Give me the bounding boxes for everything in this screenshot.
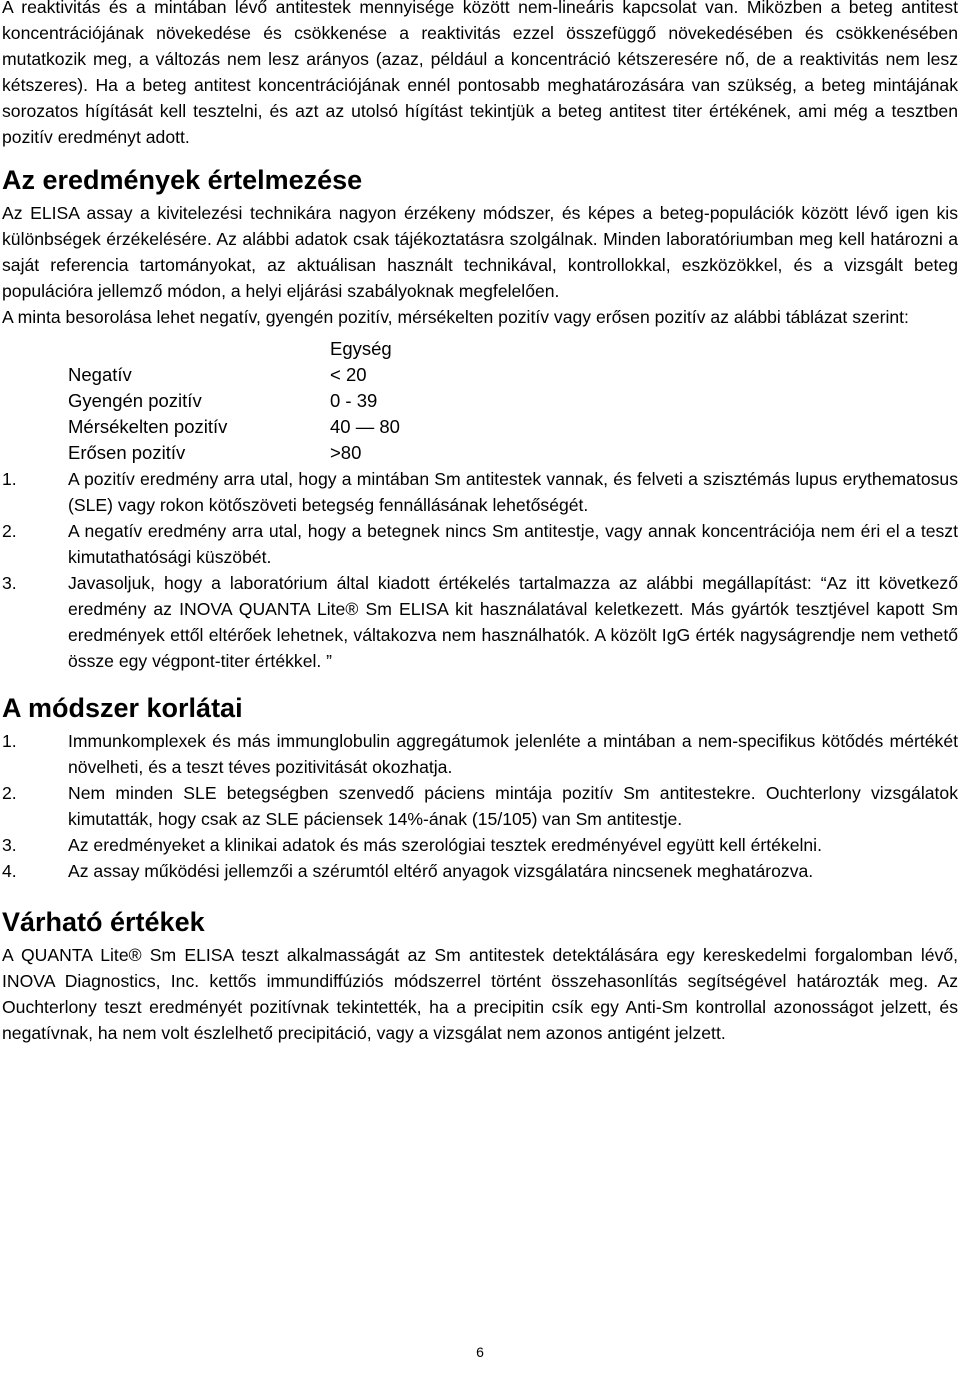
list-item [2, 832, 958, 858]
evaluation-paragraph-2: A minta besorolása lehet negatív, gyengén pozitív, mérsékelten pozitív vagy erősen pozitív az alábbi táblázat szerint: [2, 307, 909, 327]
list-item-number: 4. [2, 861, 17, 881]
table-cell-value: 0 - 39 [330, 390, 378, 411]
table-row [68, 440, 450, 466]
list-item-number: 1. [2, 731, 17, 751]
table-cell-label: Mérsékelten pozitív [68, 416, 228, 437]
list-item-text: Az eredményeket a klinikai adatok és más szerológiai tesztek eredményével együtt kell értékelni. [68, 835, 822, 855]
unit-header: Egység [330, 338, 392, 359]
table-cell-label: Erősen pozitív [68, 442, 186, 463]
list-item-text: A pozitív eredmény arra utal, hogy a mintában Sm antitestek vannak, és felveti a szisztémás lupus erythematosus (SLE) vagy rokon kötőszöveti betegség fennállásának lehetőségét. [68, 469, 958, 515]
list-item [2, 518, 958, 570]
classification-table [68, 336, 450, 466]
evaluation-paragraph-1: Az ELISA assay a kivitelezési technikára nagyon érzékeny módszer, és képes a beteg-populációk között lévő igen kis különbségek érzékelésére. Az alábbi adatok csak tájékoztatásra szolgálnak. Minden laboratóriumban meg kell határozni a saját referencia tartományokat, az aktuálisan használt technikával, kontrollokkal, eszközökkel, és a vizsgált beteg populációra jellemző módon, a helyi eljárási szabályoknak megfelelően. [2, 203, 958, 301]
list-item [2, 858, 958, 884]
table-row [68, 388, 450, 414]
list-item-number: 1. [2, 469, 17, 489]
list-item [2, 466, 958, 518]
list-item-text: Immunkomplexek és más immunglobulin aggregátumok jelenléte a mintában a nem-specifikus kötődés mértékét növelheti, és a teszt téves pozitivitását okozhatja. [68, 731, 958, 777]
list-item-number: 2. [2, 783, 17, 803]
table-row [68, 362, 450, 388]
section-heading-evaluation: Az eredmények értelmezése [2, 165, 363, 195]
table-row [68, 414, 450, 440]
list-item [2, 570, 958, 674]
table-cell-value: >80 [330, 442, 362, 463]
limitations-list [2, 728, 958, 884]
section-heading-limitations: A módszer korlátai [2, 693, 243, 723]
section-heading-expected-values: Várható értékek [2, 907, 205, 937]
table-cell-value: 40 — 80 [330, 416, 400, 437]
list-item [2, 780, 958, 832]
list-item-number: 2. [2, 521, 17, 541]
page-number: 6 [476, 1344, 484, 1360]
intro-paragraph: A reaktivitás és a mintában lévő antitestek mennyisége között nem-lineáris kapcsolat van. Miközben a beteg antitest koncentrációjának növekedése és csökkenése a reaktivitás ezzel összefüggő növekedésében és csökkenésében mutatkozik meg, a változás nem lesz arányos (azaz, például a koncentráció kétszeresére nő, de a reaktivitás nem lesz kétszeres). Ha a beteg antitest koncentrációjának ennél pontosabb meghatározására van szükség, a beteg mintájának sorozatos hígítását kell tesztelni, és azt az utolsó hígítást tekintjük a beteg antitest titer értékének, ami még a tesztben pozitív eredményt adott. [2, 0, 958, 147]
table-cell-label: Gyengén pozitív [68, 390, 202, 411]
table-cell-label: Negatív [68, 364, 132, 385]
list-item-text: Az assay működési jellemzői a szérumtól eltérő anyagok vizsgálatára nincsenek meghatározva. [68, 861, 814, 881]
list-item-number: 3. [2, 573, 17, 593]
list-item-text: A negatív eredmény arra utal, hogy a betegnek nincs Sm antitestje, vagy annak koncentrációja nem éri el a teszt kimutathatósági küszöbét. [68, 521, 958, 567]
list-item [2, 728, 958, 780]
list-item-text: Nem minden SLE betegségben szenvedő páciens mintája pozitív Sm antitestekre. Ouchterlony vizsgálatok kimutatták, hogy csak az SLE páciensek 14%-ának (15/105) van Sm antitestje. [68, 783, 958, 829]
list-item-number: 3. [2, 835, 17, 855]
table-header-row [68, 336, 450, 362]
list-item-text: Javasoljuk, hogy a laboratórium által kiadott értékelés tartalmazza az alábbi megállapítást: “Az itt következő eredmény az INOVA QUANTA Lite® Sm ELISA kit használatával keletkezett. Más gyártók tesztjével kapott Sm eredmények ettől eltérőek lehetnek, váltakozva nem használhatók. A közölt IgG érték nagyságrendje nem vethető össze egy végpont-titer értékkel. ” [68, 573, 958, 671]
interpretation-list [2, 466, 958, 674]
expected-values-paragraph: A QUANTA Lite® Sm ELISA teszt alkalmasságát az Sm antitestek detektálására egy kereskedelmi forgalomban lévő, INOVA Diagnostics, Inc. kettős immundiffúziós módszerrel történt összehasonlítás segítségével határozták meg. Az Ouchterlony teszt eredményét pozitívnak tekintették, ha a precipitin csík egy Anti-Sm kontrollal azonosságot jelzett, és negatívnak, ha nem volt észlelhető precipitáció, vagy a vizsgálat nem azonos antigént jelzett. [2, 945, 958, 1043]
table-cell-value: < 20 [330, 364, 367, 385]
